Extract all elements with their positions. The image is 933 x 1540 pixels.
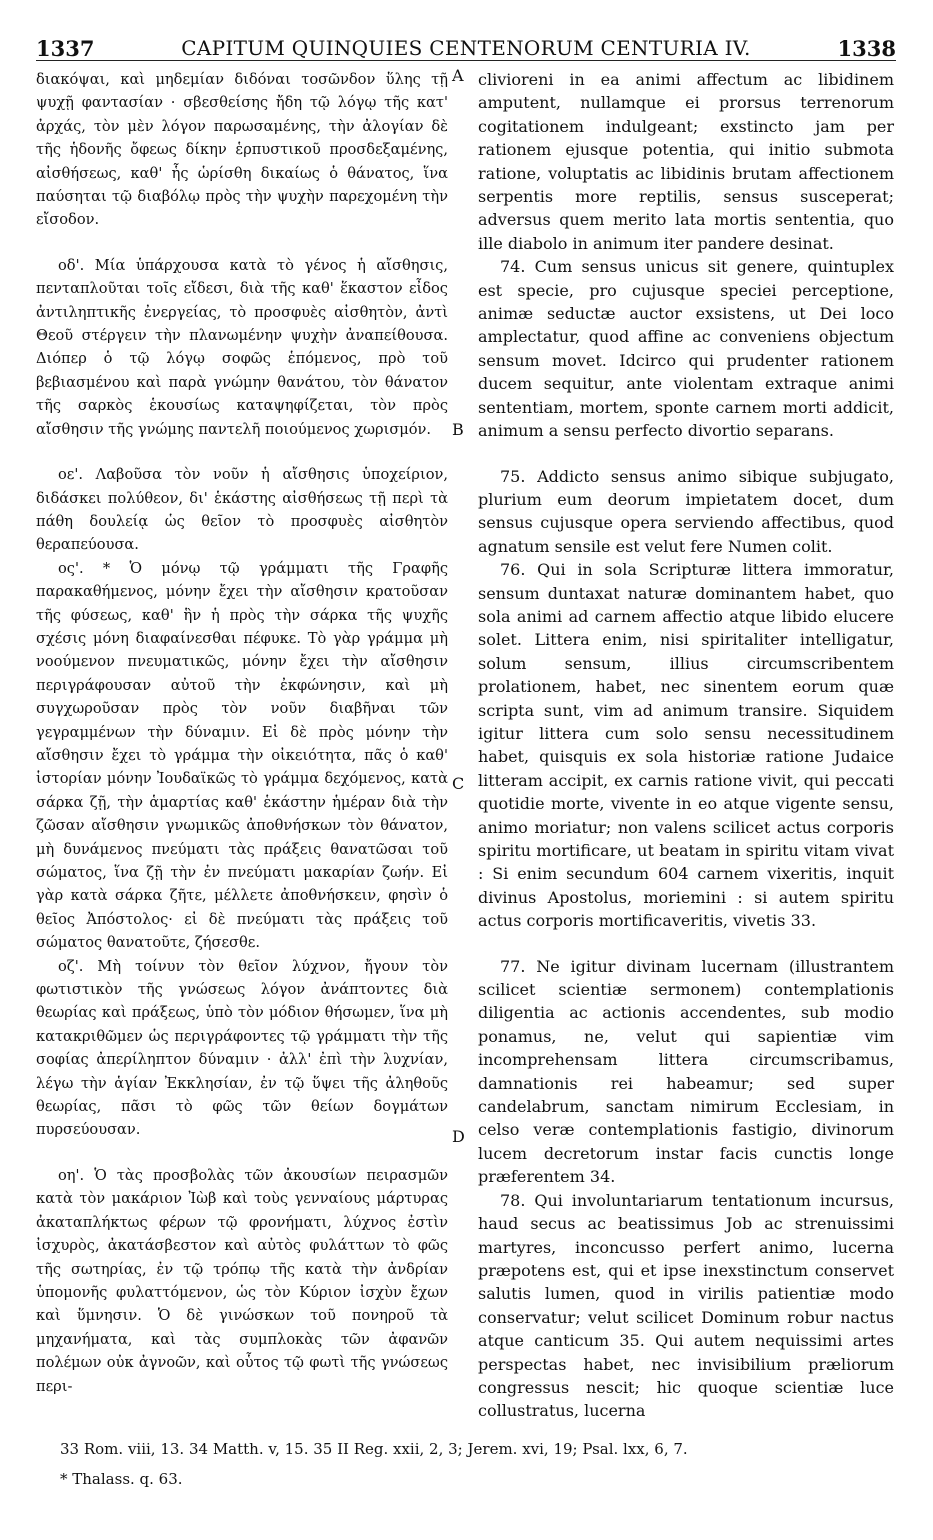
latin-paragraph: 78. Qui involuntariarum tentationum incursus, haud secus ac beatissimus Job ac strenuissimi martyres, inconcusso perfert animo, lucerna præpotens est, qui et ipse inexstinctum conservet salutis lumen, quod in virilis patientiæ modo conservatur; velut scilicet Dominum robur nactus atque canticum 35. Qui autem nequissimi artes perspectas habet, nec invisibilium præliorum congressus nescit; hic quoque scientiæ luce collustratus, lucerna: [478, 1190, 894, 1421]
margin-marker-d: D: [452, 1127, 465, 1146]
page-header: [36, 30, 896, 61]
margin-marker-b: B: [452, 420, 464, 439]
latin-paragraph: 75. Addicto sensus animo sibique subjugato, plurium eum deorum impietatem docet, dum sensus cujusque opera serviendo affectibus, quod agnatum sensile est velut fere Numen colit.: [478, 466, 894, 556]
page-number-left: 1337: [36, 36, 95, 61]
footnote-line: * Thalass. q. 63.: [60, 1470, 183, 1488]
latin-paragraph: 77. Ne igitur divinam lucernam (illustrantem scilicet scientiæ sermonem) contemplationis diligentia ac actionis accendentes, sub modio ponamus, ne, velut qui sapientiæ vim incomprehensam littera circumscribamus, damnationis rei habeamur; sed super candelabrum, sanctam nimirum Ecclesiam, in celso veræ contemplationis fastigio, divinorum lucem decretorum instar facis cunctis longe præferentem 34.: [478, 956, 894, 1187]
greek-paragraph: οε'. Λαβοῦσα τὸν νοῦν ἡ αἴσθησις ὑποχείριον, διδάσκει πολύθεον, δι' ἑκάστης αἰσθήσεως τῇ περὶ τὰ πάθη δουλείᾳ ὡς θεῖον τὸ προσφυὲς αἰσθητὸν θεραπεύουσα.: [36, 466, 448, 554]
latin-paragraph: 76. Qui in sola Scripturæ littera immoratur, sensum duntaxat naturæ dominantem habet, quo sola animi ad carnem affectio atque libido elucere solet. Littera enim, nisi spiritaliter intelligatur, solum sensum, illius circumscribentem prolationem, habet, nec sinentem eorum quæ scripta sunt, vim ad animum transire. Siquidem igitur littera cum solo sensu necessitudinem habet, quisquis ex sola historiæ ratione Judaice litteram accipit, ex carnis ratione vivit, qui peccati quotidie morte, vivente in eo atque vigente sensu, animo moriatur; non valens scilicet actus corporis spiritu mortificare, ut beatam in spiritu vitam vivat : Si enim secundum 604 carnem vixeritis, inquit divinus Apostolus, moriemini : si autem spiritu actus corporis mortificaveritis, vivetis 33.: [478, 560, 894, 931]
greek-paragraph: οδ'. Μία ὑπάρχουσα κατὰ τὸ γένος ἡ αἴσθησις, πενταπλοῦται τοῖς εἴδεσι, διὰ τῆς καθ' ἕκαστον εἶδος ἀντιληπτικῆς ἐνεργείας, τὸ προσφυὲς αἰσθητὸν, ἀντὶ Θεοῦ στέργειν τὴν πλανωμένην ψυχὴν ἀναπείθουσα. Διόπερ ὁ τῷ λόγῳ σοφῶς ἑπόμενος, πρὸ τοῦ βεβιασμένου καὶ παρὰ γνώμην θανάτου, τὸν θάνατον τῆς σαρκὸς ἑκουσίως καταψηφίζεται, τὸν πρὸς αἴσθησιν τῆς γνώμης παντελῆ ποιούμενος χωρισμόν.: [36, 256, 448, 438]
greek-paragraph: ος'. * Ὁ μόνῳ τῷ γράμματι τῆς Γραφῆς παρακαθήμενος, μόνην ἔχει τὴν αἴσθησιν κρατοῦσαν τῆς φύσεως, καθ' ἣν ἡ πρὸς τὴν σάρκα τῆς ψυχῆς σχέσις μόνη διαφαίνεσθαι πέφυκε. Τὸ γὰρ γράμμα μὴ νοούμενον πνευματικῶς, μόνην ἔχει τὴν αἴσθησιν περιγράφουσαν αὐτοῦ τὴν ἐκφώνησιν, καὶ μὴ συγχωροῦσαν πρὸς τὸν νοῦν διαβῆναι τῶν γεγραμμένων τὴν δύναμιν. Εἰ δὲ πρὸς μόνην τὴν αἴσθησιν ἔχει τὸ γράμμα τὴν οἰκειότητα, πᾶς ὁ καθ' ἱστορίαν μόνην Ἰουδαϊκῶς τὸ γράμμα δεχόμενος, κατὰ σάρκα ζῇ, τὴν ἁμαρτίας καθ' ἑκάστην ἡμέραν διὰ τὴν ζῶσαν αἴσθησιν γνωμικῶς ἀποθνήσκων τὸν θάνατον, μὴ δυνάμενος πνεύματι τὰς πράξεις θανατῶσαι τοῦ σώματος, ἵνα ζῇ τὴν ἐν πνεύματι μακαρίαν ζωήν. Εἰ γὰρ κατὰ σάρκα ζῆτε, μέλλετε ἀποθνήσκειν, φησὶν ὁ θεῖος Ἀπόστολος· εἰ δὲ πνεύματι τὰς πράξεις τοῦ σώματος θανατοῦτε, ζήσεσθε.: [36, 559, 448, 952]
margin-marker-c: C: [452, 774, 465, 793]
greek-column: [36, 68, 448, 1398]
latin-column: [478, 68, 894, 1423]
latin-paragraph: 74. Cum sensus unicus sit genere, quintuplex est specie, pro cujusque speciei perceptione, animæ seductæ auctor exsistens, ut Dei loco amplectatur, quod affine ac conveniens objectum sensum movet. Idcirco qui prudenter rationem ducem sequitur, ante violentam extraque animi sententiam, mortem, sponte carnem morti addicit, animum a sensu perfecto divortio separans.: [478, 257, 894, 441]
latin-paragraph: clivioreni in ea animi affectum ac libidinem amputent, nullamque ei prorsus terrenorum cogitationem indulgeant; exstincto jam per rationem ejusque potentia, qui initio submota ratione, voluptatis ac libidinis brutam affectionem serpentis more reptilis, sensus susceperat; adversus quem merito lata mortis sententia, quo ille diabolo in animum iter pandere desinat.: [478, 70, 894, 253]
greek-paragraph: διακόψαι, καὶ μηδεμίαν διδόναι τοσῶνδον ὕλης τῇ ψυχῇ φαντασίαν · σβεσθείσης ἤδη τῷ λόγῳ τῆς κατ' ἀρχάς, τὸν μὲν λόγον παρωσαμένης, τὴν ἀλογίαν δὲ τῆς ἡδονῆς ὄφεως δίκην ἑρπυστικοῦ προσδεξαμένης, αἰσθήσεως, καθ' ἧς ὡρίσθη δικαίως ὁ θάνατος, ἵνα παύσηται τῷ διαβόλῳ πρὸς τὴν ψυχὴν παρεχομένη τὴν εἴσοδον.: [36, 71, 448, 229]
greek-paragraph: οζ'. Μὴ τοίνυν τὸν θεῖον λύχνον, ἤγουν τὸν φωτιστικὸν τῆς γνώσεως λόγον ἀνάπτοντες διὰ θεωρίας καὶ πράξεως, ὑπὸ τὸν μόδιον θήσωμεν, ἵνα μὴ κατακριθῶμεν ὡς περιγράφοντες τῷ γράμματι τὴν τῆς σοφίας ἀπερίληπτον δύναμιν · ἀλλ' ἐπὶ τὴν λυχνίαν, λέγω τὴν ἁγίαν Ἐκκλησίαν, ἐν τῷ ὕψει τῆς ἀληθοῦς θεωρίας, πᾶσι τὸ φῶς τῶν θείων δογμάτων πυρσεύουσαν.: [36, 957, 448, 1139]
greek-paragraph: οη'. Ὁ τὰς προσβολὰς τῶν ἀκουσίων πειρασμῶν κατὰ τὸν μακάριον Ἰὼβ καὶ τοὺς γενναίους μάρτυρας ἀκαταπλήκτως φέρων τῷ φρονήματι, λύχνος ἐστὶν ἰσχυρὸς, ἀκατάσβεστον καὶ αὐτὸς φυλάττων τὸ φῶς τῆς σωτηρίας, ἐν τῷ τρόπῳ τῆς κατὰ τὴν ἀνδρίαν ὑπομονῆς φυλαττόμενον, ὡς τὸν Κύριον ἰσχὺν ἔχων καὶ ὕμνησιν. Ὁ δὲ γινώσκων τοῦ πονηροῦ τὰ μηχανήματα, καὶ τὰς συμπλοκὰς τῶν ἀφανῶν πολέμων οὐκ ἀγνοῶν, καὶ οὗτος τῷ φωτὶ τῆς γνώσεως περι-: [36, 1166, 448, 1395]
margin-marker-a: A: [452, 66, 464, 85]
footnotes: [60, 1434, 860, 1494]
footnote-line: 33 Rom. viii, 13. 34 Matth. v, 15. 35 II Reg. xxii, 2, 3; Jerem. xvi, 19; Psal. lxx, 6, 7.: [60, 1440, 688, 1458]
page-number-right: 1338: [837, 36, 896, 61]
running-title: CAPITUM QUINQUIES CENTENORUM CENTURIA IV.: [181, 36, 751, 60]
